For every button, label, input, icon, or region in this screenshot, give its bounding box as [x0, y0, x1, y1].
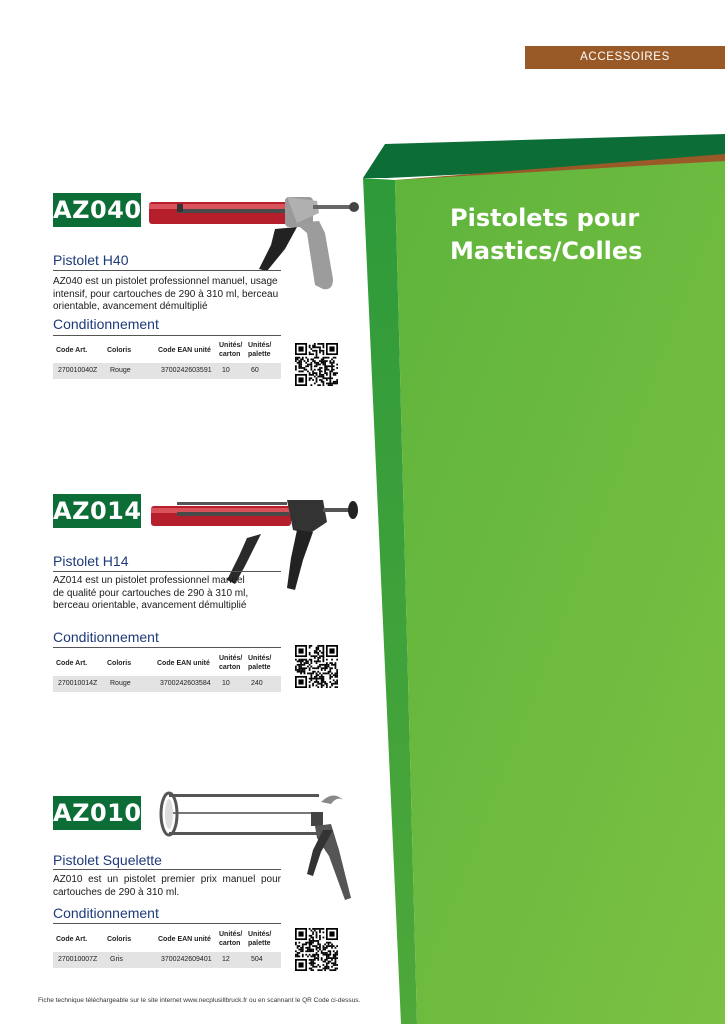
- cell-code-art: 270010040Z: [58, 367, 98, 374]
- cell-units-palette: 60: [251, 367, 259, 374]
- divider: [53, 571, 281, 572]
- qr-code-icon[interactable]: [295, 343, 338, 386]
- product-code-badge: AZ010: [53, 796, 141, 830]
- col-code-art: Code Art.: [56, 660, 88, 667]
- col-units-palette: [248, 930, 271, 948]
- col-code-art: Code Art.: [56, 347, 88, 354]
- product-name: Pistolet H14: [53, 553, 129, 569]
- cell-coloris: Rouge: [110, 367, 131, 374]
- qr-code-icon[interactable]: [295, 928, 338, 971]
- cell-ean: 3700242603584: [160, 680, 211, 687]
- col-units-carton: [219, 341, 242, 359]
- product-description: AZ010 est un pistolet premier prix manuel pour cartouches de 290 à 310 ml.: [53, 874, 281, 898]
- divider: [53, 647, 281, 648]
- table-header: [53, 339, 281, 363]
- conditionnement-title: Conditionnement: [53, 629, 159, 645]
- col-units-palette-l2: palette: [248, 940, 271, 947]
- qr-code-icon[interactable]: [295, 645, 338, 688]
- col-coloris: Coloris: [107, 936, 132, 943]
- col-code-art: Code Art.: [56, 936, 88, 943]
- cell-units-carton: 10: [222, 680, 230, 687]
- cell-ean: 3700242603591: [161, 367, 212, 374]
- footer-note: Fiche technique téléchargeable sur le site internet www.necplusillbruck.fr ou en scannant le QR Code ci-dessus.: [38, 997, 361, 1004]
- col-units-palette-l2: palette: [248, 351, 271, 358]
- col-units-carton-l1: Unités/: [219, 931, 243, 938]
- col-ean: Code EAN unité: [158, 347, 211, 354]
- cell-code-art: 270010007Z: [58, 956, 98, 963]
- col-units-palette: [248, 341, 271, 359]
- product-code-badge: AZ040: [53, 193, 141, 227]
- cell-ean: 3700242609401: [161, 956, 212, 963]
- divider: [53, 923, 281, 924]
- table-header: [53, 652, 281, 676]
- col-units-carton-l2: carton: [219, 940, 241, 947]
- table-header: [53, 928, 281, 952]
- divider: [53, 335, 281, 336]
- col-units-palette: [248, 654, 271, 672]
- hero-title-line-2: Mastics/Colles: [450, 237, 643, 265]
- cell-coloris: Rouge: [110, 680, 131, 687]
- product-description: AZ040 est un pistolet professionnel manuel, usage intensif, pour cartouches de 290 à 310 ml, berceau orientable, avancement démultiplié: [53, 276, 279, 312]
- col-units-carton-l2: carton: [219, 351, 241, 358]
- product-name: Pistolet Squelette: [53, 852, 162, 868]
- category-tag: ACCESSOIRES: [525, 46, 725, 69]
- hero-title-line-1: Pistolets pour: [450, 204, 640, 232]
- col-ean: Code EAN unité: [157, 660, 210, 667]
- product-description: AZ014 est un pistolet professionnel manuel de qualité pour cartouches de 290 à 310 ml, berceau orientable, avancement démultiplié: [53, 575, 249, 611]
- cell-code-art: 270010014Z: [58, 680, 98, 687]
- table-row: [53, 952, 281, 968]
- col-ean: Code EAN unité: [158, 936, 211, 943]
- product-name: Pistolet H40: [53, 252, 129, 268]
- cell-coloris: Gris: [110, 956, 123, 963]
- conditionnement-title: Conditionnement: [53, 316, 159, 332]
- divider: [53, 869, 281, 870]
- divider: [53, 270, 281, 271]
- col-units-carton-l1: Unités/: [219, 655, 243, 662]
- col-units-palette-l1: Unités/: [248, 931, 272, 938]
- cell-units-carton: 10: [222, 367, 230, 374]
- table-row: [53, 363, 281, 379]
- cell-units-palette: 504: [251, 956, 263, 963]
- conditionnement-title: Conditionnement: [53, 905, 159, 921]
- col-units-carton: [219, 654, 242, 672]
- product-code-badge: AZ014: [53, 494, 141, 528]
- table-row: [53, 676, 281, 692]
- cell-units-carton: 12: [222, 956, 230, 963]
- col-units-palette-l1: Unités/: [248, 342, 272, 349]
- hero-title: [450, 202, 710, 268]
- col-units-palette-l2: palette: [248, 664, 271, 671]
- col-units-carton-l2: carton: [219, 664, 241, 671]
- col-units-palette-l1: Unités/: [248, 655, 272, 662]
- cell-units-palette: 240: [251, 680, 263, 687]
- col-units-carton-l1: Unités/: [219, 342, 243, 349]
- col-units-carton: [219, 930, 242, 948]
- col-coloris: Coloris: [107, 660, 132, 667]
- col-coloris: Coloris: [107, 347, 132, 354]
